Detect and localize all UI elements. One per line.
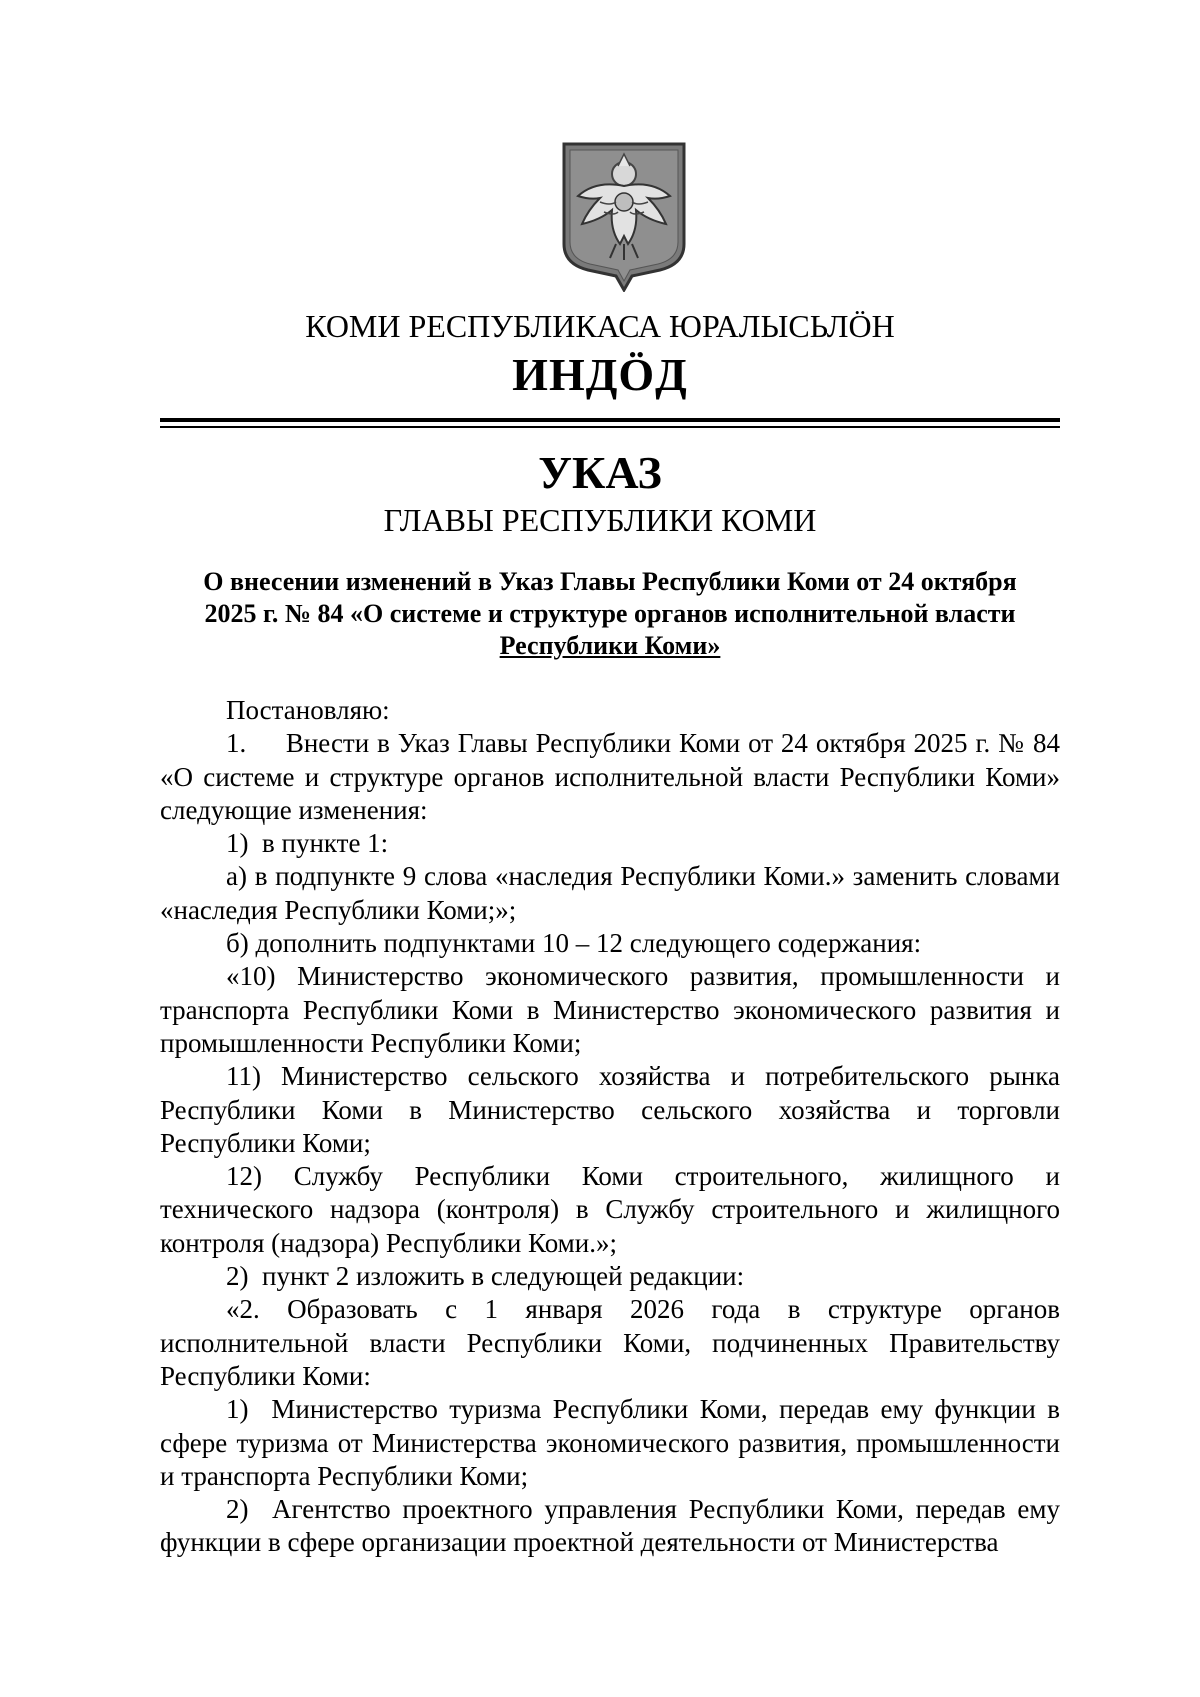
document-type-komi: ИНДÖД <box>512 349 688 400</box>
body-paragraph: 1) Министерство туризма Республики Коми, передав ему функции в сфере туризма от Министерства экономического развития, промышленности и транспорта Республики Коми; <box>160 1394 1060 1491</box>
header-divider-thin <box>160 426 1060 428</box>
body-paragraph: «10) Министерство экономического развития, промышленности и транспорта Республики Коми в Министерство экономического развития и промышленности Республики Коми; <box>160 961 1060 1058</box>
org-name-komi: КОМИ РЕСПУБЛИКАСА ЮРАЛЫСЬЛÖН <box>305 308 895 344</box>
org-name-russian: ГЛАВЫ РЕСПУБЛИКИ КОМИ <box>383 502 817 538</box>
body-paragraph: 2) Агентство проектного управления Республики Коми, передав ему функции в сфере организации проектной деятельности от Министерства <box>160 1494 1060 1558</box>
document-title-line: 2025 г. № 84 «О системе и структуре органов исполнительной власти <box>204 599 1016 628</box>
coat-of-arms-icon <box>560 140 688 292</box>
document-title-line: О внесении изменений в Указ Главы Республики Коми от 24 октября <box>203 567 1017 596</box>
body-paragraph: б) дополнить подпунктами 10 – 12 следующего содержания: <box>226 928 922 959</box>
document-title <box>160 566 1060 662</box>
document-body <box>160 694 1060 1560</box>
body-paragraph: 11) Министерство сельского хозяйства и потребительского рынка Республики Коми в Министерство сельского хозяйства и торговли Республики Коми; <box>160 1061 1060 1158</box>
body-paragraph: а) в подпункте 9 слова «наследия Республики Коми.» заменить словами «наследия Республики Коми;»; <box>160 861 1060 925</box>
header-divider-thick <box>160 418 1060 422</box>
document-type-russian: УКАЗ <box>538 447 662 498</box>
body-paragraph: 2) пункт 2 изложить в следующей редакции: <box>226 1261 745 1292</box>
body-paragraph: 12) Службу Республики Коми строительного, жилищного и технического надзора (контроля) в Службу строительного и жилищного контроля (надзора) Республики Коми.»; <box>160 1161 1060 1258</box>
document-title-line: Республики Коми» <box>499 631 721 660</box>
body-paragraph: «2. Образовать с 1 января 2026 года в структуре органов исполнительной власти Республики Коми, подчиненных Правительству Республики Коми: <box>160 1294 1060 1391</box>
body-paragraph: Постановляю: <box>226 695 390 725</box>
body-paragraph: 1) в пункте 1: <box>226 828 389 859</box>
body-paragraph: 1. Внести в Указ Главы Республики Коми от 24 октября 2025 г. № 84 «О системе и структуре органов исполнительной власти Республики Коми» следующие изменения: <box>160 728 1060 825</box>
